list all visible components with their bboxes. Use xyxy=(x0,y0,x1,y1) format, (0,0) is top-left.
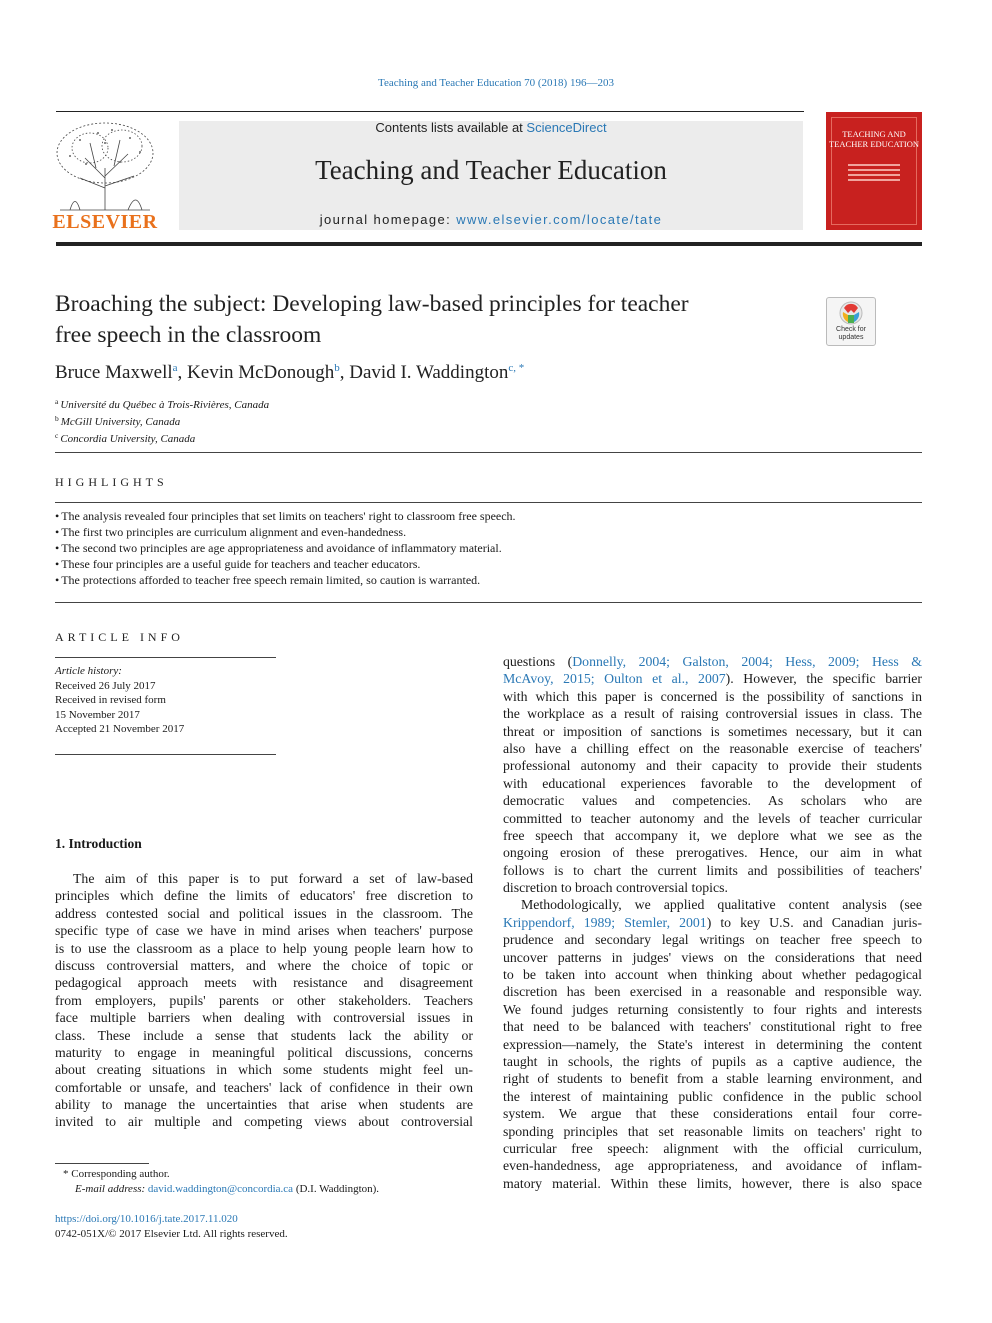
masthead-top-rule xyxy=(56,111,804,112)
affiliations xyxy=(55,395,269,446)
corresponding-author-footnote: * Corresponding author. E-mail address: david.waddington@concordia.ca (D.I. Waddington). xyxy=(63,1168,380,1195)
section-heading-introduction: 1. Introduction xyxy=(55,836,142,851)
intro-right-column: questions (Donnelly, 2004; Galston, 2004; Hess, 2009; Hess & McAvoy, 2015; Oulton et al., 2007). However, the specific barrier with which this paper is concerned is the possibility of sanctions in the workplace as a result of raising controversial issues in class. The threat or imposition of sanctions is sometimes necessary, but it can also have a chilling effect on the reasonable exercise of teachers' professional autonomy and their capacity to provide their students with educational experiences favorable to the development of democratic values and competencies. As scholars who are committed to teacher autonomy and the levels of teacher curricular free speech that accompany it, we deplore what we see as the ongoing erosion of these prerogatives. Hence, our aim in what follows is to chart the current limits and possibilities of teachers' discretion to broach controversial topics. Methodologically, we applied qualitative content analysis (see Krippendorf, 1989; Stemler, 2001) to key U.S. and Canadian juris- prudence and secondary legal writings on teacher free speech to uncover patterns in judges' views on the considerations that need to be taken into account when thinking about whether pedagogical discretion has been exercised in a reasonable and responsible way. We found judges returning consistently to four rights and interests that need to be balanced with teachers' constitutional right to free expression—namely, the State's interest in determining the content taught in schools, the rights of pupils as a captive audience, the right of students to benefit from a stable learning environment, and the interest of maintaining public confidence in the public school system. We argue that these considerations entail four corre- sponding principles that set reasonable limits on teachers' right to curricular free speech: alignment with the official curriculum, even-handedness, age appropriateness, and avoidance of inflam- matory material. Within these limits, however, there is also space xyxy=(503,654,923,1191)
footnote-rule xyxy=(55,1163,149,1164)
divider xyxy=(55,754,276,755)
article-title: Broaching the subject: Developing law-based principles for teacher free speech in the classroom xyxy=(55,291,689,348)
highlight-item: • The analysis revealed four principles that set limits on teachers' right to classroom free speech. xyxy=(55,508,516,524)
affiliation-item: $^c$ Concordia University, Canada xyxy=(55,431,196,445)
divider xyxy=(55,502,922,503)
citation-link[interactable]: Krippendorf, 1989; Stemler, 2001 xyxy=(503,914,707,930)
author-name[interactable]: Kevin McDonough xyxy=(187,362,335,383)
article-history: Article history: Received 26 July 2017 Received in revised form 15 November 2017 Accepted 21 November 2017 xyxy=(55,665,185,735)
citation-link[interactable]: Donnelly, 2004; Galston, 2004; Hess, 2009; Hess & xyxy=(572,654,922,669)
crossmark-icon xyxy=(827,298,875,328)
highlight-item: • The first two principles are curriculum alignment and even-handedness. xyxy=(55,524,516,540)
affiliation-item: $^a$ Université du Québec à Trois-Rivières, Canada xyxy=(55,397,270,411)
journal-cover-thumbnail[interactable] xyxy=(826,112,922,230)
affiliation-marker[interactable]: b xyxy=(334,362,340,374)
highlights-list xyxy=(55,508,516,588)
author-name[interactable]: Bruce Maxwell xyxy=(55,362,173,383)
journal-citation[interactable]: Teaching and Teacher Education 70 (2018) 196—203 xyxy=(378,77,614,89)
divider xyxy=(55,602,922,603)
affiliation-marker[interactable]: c, * xyxy=(508,362,525,374)
doi-link[interactable]: https://doi.org/10.1016/j.tate.2017.11.020 xyxy=(55,1213,238,1225)
cover-title: TEACHING AND TEACHER EDUCATION xyxy=(829,129,919,149)
affiliation-marker[interactable]: a xyxy=(172,362,178,374)
citation-link[interactable]: McAvoy, 2015; Oulton et al., 2007 xyxy=(503,671,726,687)
highlights-heading: HIGHLIGHTS xyxy=(55,475,168,489)
check-for-updates-button[interactable]: Check for updates xyxy=(826,297,876,346)
highlight-item: • The second two principles are age appropriateness and avoidance of inflammatory material. xyxy=(55,540,516,556)
author-name[interactable]: David I. Waddington xyxy=(349,362,509,383)
journal-title: Teaching and Teacher Education xyxy=(315,155,667,185)
journal-homepage-line: journal homepage: www.elsevier.com/locate/tate xyxy=(319,212,663,227)
divider xyxy=(55,452,922,453)
cover-decoration xyxy=(848,164,900,184)
divider xyxy=(55,657,276,658)
highlight-item: • The protections afforded to teacher free speech remain limited, so caution is warranted. xyxy=(55,572,516,588)
author-email-link[interactable]: david.waddington@concordia.ca xyxy=(147,1183,294,1195)
affiliation-item: $^b$ McGill University, Canada xyxy=(55,414,181,428)
highlight-item: • These four principles are a useful guide for teachers and teacher educators. xyxy=(55,556,516,572)
doi-block xyxy=(55,1212,288,1242)
masthead-bottom-rule xyxy=(56,242,922,246)
elsevier-wordmark: ELSEVIER xyxy=(52,211,158,233)
sciencedirect-link[interactable]: ScienceDirect xyxy=(526,120,607,135)
copyright-line: 0742-051X/© 2017 Elsevier Ltd. All rights reserved. xyxy=(55,1228,288,1240)
intro-left-column: The aim of this paper is to put forward a set of law-based principles which define the limits of educators' free discretion to address contested social and political issues in the classroom. The specific type of case we have in mind arises when teachers' purpose is to use the classroom as a place to help young people learn how to discuss controversial matters, and where the choice of topic or pedagogical approach meets with resistance and disagreement from employers, pupils' parents or other stakeholders. Teachers face multiple barriers when dealing with controversial issues in class. These include a sense that students lack the ability or maturity to engage in meaningful political discussions, concerns about creating situations in which some students might feel un- comfortable or unsafe, and teachers' lack of confidence in their own ability to manage the uncertainties that arise when students are invited to air multiple and competing views about controversial xyxy=(55,871,473,1130)
article-info-heading: ARTICLE INFO xyxy=(55,630,184,644)
contents-available-line: Contents lists available at ScienceDirect xyxy=(375,120,607,135)
journal-homepage-link[interactable]: www.elsevier.com/locate/tate xyxy=(456,212,663,227)
author-list: Bruce Maxwell$^a$, Kevin McDonough$^b$, David I. Waddington$^{c, *}$ xyxy=(55,362,525,383)
